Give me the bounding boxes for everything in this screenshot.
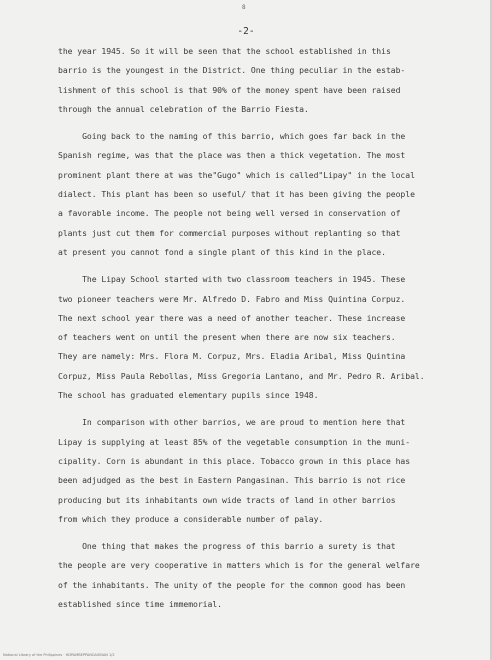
text-line: Going back to the naming of this barrio, which goes far back in the (58, 131, 406, 142)
paragraph (58, 270, 458, 405)
text-line: barrio is the youngest in the District. One thing peculiar in the estab- (58, 65, 406, 76)
text-line: dialect. This plant has been so useful/ that it has been giving the people (58, 189, 415, 200)
page-marker: 8 (242, 4, 246, 11)
paragraph (58, 413, 458, 529)
paragraph (58, 127, 458, 262)
text-line: established since time immemorial. (58, 599, 222, 610)
text-line: lishment of this school is that 90% of the money spent have been raised (58, 84, 401, 95)
text-line: two pioneer teachers were Mr. Alfredo D. Fabro and Miss Quintina Corpuz. (58, 293, 406, 304)
text-line: the year 1945. So it will be seen that the school established in this (58, 46, 391, 56)
text-line: been adjudged as the best in Eastern Pangasinan. This barrio is not rice (58, 475, 406, 486)
text-line: through the annual celebration of the Barrio Fiesta. (58, 103, 309, 114)
footer-caption: National Library of the Philippines · HDPAMBEPPANGASINAN 1/2 (3, 653, 115, 657)
text-line: of teachers went on until the present when there are now six teachers. (58, 332, 396, 343)
page-number: -2- (237, 26, 255, 37)
paragraph-gap (58, 405, 458, 413)
text-line: They are namely: Mrs. Flora M. Corpuz, Mrs. Eladia Aribal, Miss Quintina (58, 351, 406, 362)
paragraph-gap (58, 262, 458, 270)
body-text (58, 42, 458, 614)
text-line: from which they produce a considerable number of palay. (58, 513, 324, 524)
text-line: plants just cut them for commercial purposes without replanting so that (58, 227, 401, 238)
text-line: One thing that makes the progress of this barrio a surety is that (58, 541, 396, 552)
text-line: The Lipay School started with two classroom teachers in 1945. These (58, 274, 406, 285)
text-line: In comparison with other barrios, we are proud to mention here that (58, 417, 406, 428)
text-line: cipality. Corn is abundant in this place. Tobacco grown in this place has (58, 455, 411, 466)
text-line: a favorable income. The people not being well versed in conservation of (58, 208, 401, 219)
text-line: of the inhabitants. The unity of the people for the common good has been (58, 579, 406, 590)
text-line: the people are very cooperative in matters which is for the general welfare (58, 560, 420, 571)
text-line: Lipay is supplying at least 85% of the vegetable consumption in the muni- (58, 436, 411, 447)
paragraph-gap (58, 529, 458, 537)
paragraph-gap (58, 119, 458, 127)
text-line: The next school year there was a need of another teacher. These increase (58, 312, 406, 323)
text-line: The school has graduated elementary pupils since 1948. (58, 390, 319, 401)
text-line: prominent plant there at was the"Gugo" which is called"Lipay" in the local (58, 169, 415, 180)
text-line: producing but its inhabitants own wide tracts of land in other barrios (58, 494, 396, 505)
paragraph (58, 537, 458, 614)
text-line: at present you cannot fond a single plant of this kind in the place. (58, 246, 386, 257)
paragraph (58, 42, 458, 119)
text-line: Spanish regime, was that the place was then a thick vegetation. The most (58, 150, 406, 161)
text-line: Corpuz, Miss Paula Rebollas, Miss Gregoria Lantano, and Mr. Pedro R. Aribal. (58, 370, 425, 381)
